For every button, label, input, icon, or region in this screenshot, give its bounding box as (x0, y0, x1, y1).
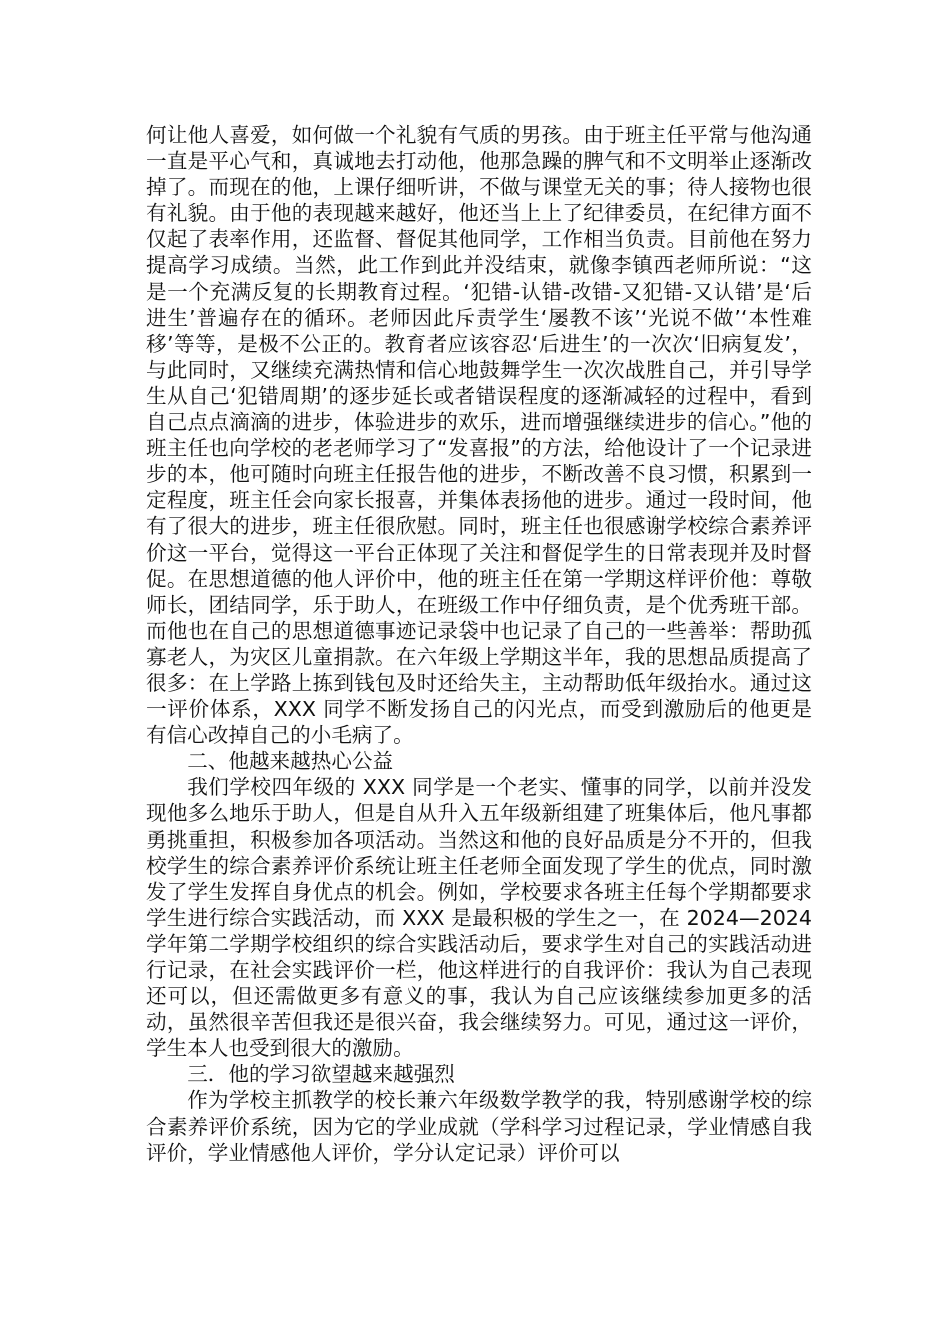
body-paragraph-3: 作为学校主抓教学的校长兼六年级数学教学的我，特别感谢学校的综合素养评价系统，因为它的学业成就（学科学习过程记录，学业情感自我评价，学业情感他人评价，学分认定记录）评价可以 (146, 1088, 812, 1165)
section-heading-3: 三．他的学习欲望越来越强烈 (187, 1062, 455, 1087)
body-paragraph-2: 我们学校四年级的 XXX 同学是一个老实、懂事的同学，以前并没发现他多么地乐于助人，但是自从升入五年级新组建了班集体后，他凡事都勇挑重担，积极参加各项活动。当然这和他的良好品质是分不开的，但我校学生的综合素养评价系统让班主任老师全面发现了学生的优点，同时激发了学生发挥自身优点的机会。例如，学校要求各班主任每个学期都要求学生进行综合实践活动，而 XXX 是最积极的学生之一，在 2024—2024 学年第二学期学校组织的综合实践活动后，要求学生对自己的实践活动进行记录，在社会实践评价一栏，他这样进行的自我评价：我认为自己表现还可以，但还需做更多有意义的事，我认为自己应该继续参加更多的活动，虽然很辛苦但我还是很兴奋，我会继续努力。可见，通过这一评价，学生本人也受到很大的激励。 (146, 775, 812, 1061)
body-paragraph-1: 何让他人喜爱，如何做一个礼貌有气质的男孩。由于班主任平常与他沟通一直是平心气和，真诚地去打动他，他那急躁的脾气和不文明举止逐渐改掉了。而现在的他，上课仔细听讲，不做与课堂无关的事；待人接物也很有礼貌。由于他的表现越来越好，他还当上上了纪律委员，在纪律方面不仅起了表率作用，还监督、督促其他同学，工作相当负责。目前他在努力提高学习成绩。当然，此工作到此并没结束，就像李镇西老师所说：“这是一个充满反复的长期教育过程。‘犯错-认错-改错-又犯错-又认错’是‘后进生’普遍存在的循环。老师因此斥责学生‘屡教不该’‘光说不做’‘本性难移’等等，是极不公正的。教育者应该容忍‘后进生’的一次次‘旧病复发’，与此同时，又继续充满热情和信心地鼓舞学生一次次战胜自己，并引导学生从自己‘犯错周期’的逐步延长或者错误程度的逐渐减轻的过程中，看到自己点点滴滴的进步，体验进步的欢乐，进而增强继续进步的信心。”他的班主任也向学校的老老师学习了“发喜报”的方法，给他设计了一个记录进步的本，他可随时向班主任报告他的进步，不断改善不良习惯，积累到一定程度，班主任会向家长报喜，并集体表扬他的进步。通过一段时间，他有了很大的进步，班主任很欣慰。同时，班主任也很感谢学校综合素养评价这一平台，觉得这一平台正体现了关注和督促学生的日常表现并及时督促。在思想道德的他人评价中，他的班主任在第一学期这样评价他：尊敬师长，团结同学，乐于助人，在班级工作中仔细负责，是个优秀班干部。而他也在自己的思想道德事迹记录袋中也记录了自己的一些善举：帮助孤寡老人，为灾区儿童捐款。在六年级上学期这半年，我的思想品质提高了很多：在上学路上拣到钱包及时还给失主，主动帮助低年级抬水。通过这一评价体系，XXX 同学不断发扬自己的闪光点，而受到激励后的他更是有信心改掉自己的小毛病了。 (146, 123, 812, 748)
section-heading-2: 二、他越来越热心公益 (187, 749, 394, 774)
document-body (146, 122, 812, 1166)
